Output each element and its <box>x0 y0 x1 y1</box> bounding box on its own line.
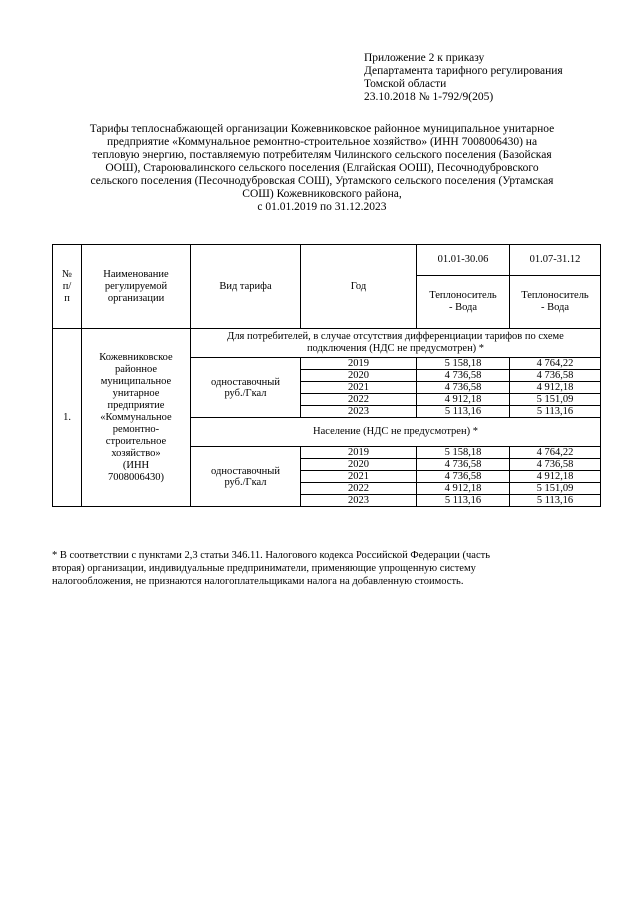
tariff-value-period-2: 5 151,09 <box>510 394 601 406</box>
tariff-value-period-1: 5 158,18 <box>417 447 510 459</box>
year-cell: 2019 <box>301 358 417 370</box>
tariff-value-period-1: 5 113,16 <box>417 495 510 507</box>
tariff-value-period-2: 4 764,22 <box>510 447 601 459</box>
section-label <box>191 418 601 447</box>
year-cell: 2021 <box>301 471 417 483</box>
organization-line: строительное <box>105 435 167 447</box>
footnote-line: * В соответствии с пунктами 2,3 статьи 346.11. Налогового кодекса Российской Федерации (часть <box>52 550 491 561</box>
tariff-value-period-2: 4 736,58 <box>510 370 601 382</box>
title-line: предприятие «Коммунальное ремонтно-строительное хозяйство» (ИНН 7008006430) на <box>106 136 538 148</box>
header-text: п <box>64 292 70 304</box>
tariff-value-period-2: 5 151,09 <box>510 483 601 495</box>
tariff-value-period-1: 4 912,18 <box>417 483 510 495</box>
title-line: ООШ), Староювалинского сельского поселения (Елгайская ООШ), Песочнодубровского <box>105 162 539 174</box>
title-line: Тарифы теплоснабжающей организации Кожевниковское районное муниципальное унитарное <box>89 123 555 135</box>
section-label-line: Население (НДС не предусмотрен) * <box>313 426 478 437</box>
organization-line: унитарное <box>112 387 160 399</box>
tariff-value-period-1: 4 736,58 <box>417 370 510 382</box>
title-period: с 01.01.2019 по 31.12.2023 <box>257 201 387 213</box>
appendix-line: Томской области <box>364 78 447 90</box>
section-label <box>191 329 601 358</box>
organization-line: 7008006430) <box>108 471 164 483</box>
tariff-value-period-1: 4 736,58 <box>417 459 510 471</box>
organization-name <box>82 329 191 507</box>
header-number <box>53 245 82 329</box>
tariff-value-period-2: 4 912,18 <box>510 471 601 483</box>
title-line: СОШ) Кожевниковского района, <box>242 188 402 200</box>
tariff-value-period-2: 4 764,22 <box>510 358 601 370</box>
header-text: регулируемой <box>104 280 168 292</box>
year-cell: 2020 <box>301 459 417 471</box>
section-label-line: подключения (НДС не предусмотрен) * <box>306 343 485 354</box>
year-cell: 2020 <box>301 370 417 382</box>
tariff-value-period-2: 4 912,18 <box>510 382 601 394</box>
header-carrier-2 <box>510 276 601 329</box>
tariff-value-period-2: 5 113,16 <box>510 406 601 418</box>
tariff-table <box>52 244 601 507</box>
year-cell: 2022 <box>301 483 417 495</box>
organization-line: (ИНН <box>122 459 150 471</box>
tariff-value-period-2: 4 736,58 <box>510 459 601 471</box>
header-text: - Вода <box>448 302 478 313</box>
tariff-unit-line: руб./Гкал <box>224 476 267 488</box>
tariff-type-line: одноставочный <box>211 465 280 477</box>
header-text: Теплоноситель <box>429 290 497 301</box>
title-line: сельского поселения (Песочнодубровская СОШ), Уртамского сельского поселения (Уртамская <box>90 175 554 187</box>
header-carrier-1 <box>417 276 510 329</box>
footnote-line: налогообложения, не признаются налогоплательщиками налога на добавленную стоимость. <box>52 576 464 587</box>
organization-line: «Коммунальное <box>100 411 172 423</box>
document-title <box>52 123 592 214</box>
header-period-1: 01.01-30.06 <box>417 245 510 276</box>
section-header-row <box>53 329 601 358</box>
year-cell: 2022 <box>301 394 417 406</box>
appendix-line: Департамента тарифного регулирования <box>364 65 563 77</box>
header-period-2: 01.07-31.12 <box>510 245 601 276</box>
organization-line: предприятие <box>107 399 165 411</box>
header-text: № <box>61 268 73 280</box>
appendix-order-number: 23.10.2018 № 1-792/9(205) <box>364 91 494 103</box>
tariff-value-period-1: 4 736,58 <box>417 382 510 394</box>
year-cell: 2023 <box>301 495 417 507</box>
header-year: Год <box>301 245 417 329</box>
tariff-value-period-1: 4 912,18 <box>417 394 510 406</box>
year-cell: 2023 <box>301 406 417 418</box>
tariff-unit-line: руб./Гкал <box>224 387 267 399</box>
tariff-value-period-1: 5 113,16 <box>417 406 510 418</box>
year-cell: 2019 <box>301 447 417 459</box>
organization-line: муниципальное <box>100 375 172 387</box>
header-text: Наименование <box>103 268 169 280</box>
header-text: организации <box>107 292 165 304</box>
header-text: - Вода <box>540 302 570 313</box>
tariff-value-period-1: 4 736,58 <box>417 471 510 483</box>
header-row <box>53 245 601 276</box>
section-label-line: Для потребителей, в случае отсутствия дифференциации тарифов по схеме <box>227 331 564 342</box>
organization-line: хозяйство» <box>111 447 161 459</box>
tariff-type-cell <box>191 447 301 507</box>
title-line: тепловую энергию, поставляемую потребителям Чилинского сельского поселения (Базойская <box>92 149 552 161</box>
tariff-value-period-2: 5 113,16 <box>510 495 601 507</box>
organization-line: районное <box>114 363 158 375</box>
row-number: 1. <box>53 329 82 507</box>
tariff-type-line: одноставочный <box>211 376 280 388</box>
header-text: п/ <box>62 280 72 292</box>
organization-line: Кожевниковское <box>99 351 173 363</box>
tariff-value-period-1: 5 158,18 <box>417 358 510 370</box>
footnote <box>52 549 600 588</box>
year-cell: 2021 <box>301 382 417 394</box>
organization-line: ремонтно- <box>112 423 160 435</box>
header-text: Теплоноситель <box>521 290 589 301</box>
header-tariff-type: Вид тарифа <box>191 245 301 329</box>
appendix-line: Приложение 2 к приказу <box>364 52 485 64</box>
tariff-type-cell <box>191 358 301 418</box>
header-organization <box>82 245 191 329</box>
appendix-reference <box>364 52 563 104</box>
footnote-line: вторая) организации, индивидуальные предприниматели, применяющие упрощенную систему <box>52 563 476 574</box>
